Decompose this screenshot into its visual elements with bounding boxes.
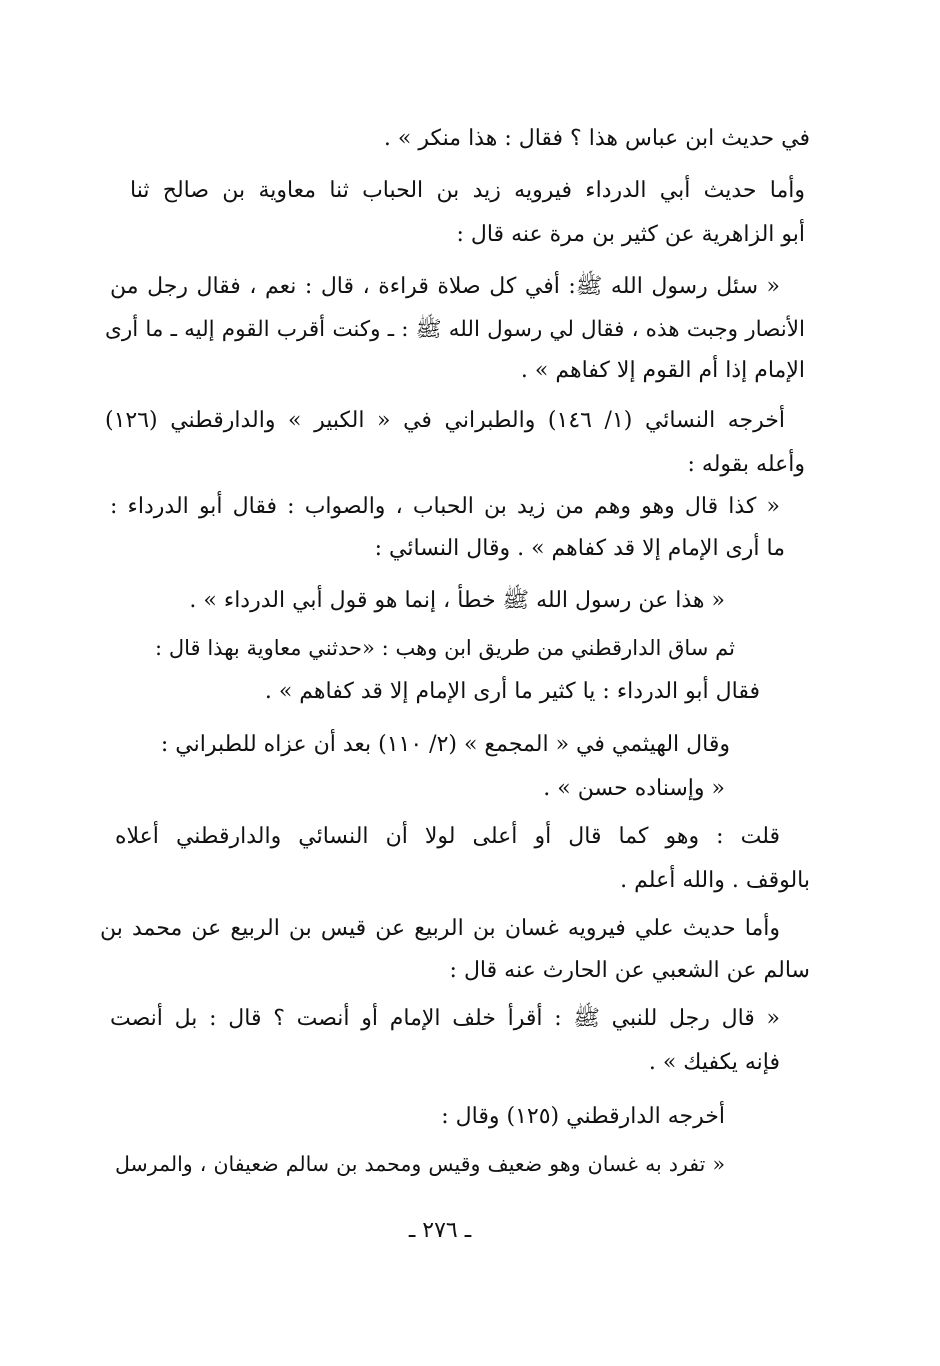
text-line: أخرجه الدارقطني (١٢٥) وقال : <box>441 1104 725 1129</box>
text-line: فقال أبو الدرداء : يا كثير ما أرى الإمام إلا قد كفاهم » . <box>264 679 760 704</box>
text-line: « تفرد به غسان وهو ضعيف وقيس ومحمد بن سالم ضعيفان ، والمرسل <box>115 1152 725 1176</box>
text-line: وأما حديث علي فيرويه غسان بن الربيع عن قيس بن الربيع عن محمد بن <box>100 916 780 941</box>
text-line: أخرجه النسائي (١/ ١٤٦) والطبراني في « الكبير » والدارقطني (١٢٦) <box>105 408 786 433</box>
text-line: وأعله بقوله : <box>687 452 805 477</box>
text-line: « وإسناده حسن » . <box>543 776 725 801</box>
text-line: سالم عن الشعبي عن الحارث عنه قال : <box>449 958 810 983</box>
text-line: ثم ساق الدارقطني من طريق ابن وهب : «حدثني معاوية بهذا قال : <box>155 636 735 660</box>
text-line: في حديث ابن عباس هذا ؟ فقال : هذا منكر » . <box>383 126 810 151</box>
text-line: أبو الزاهرية عن كثير بن مرة عنه قال : <box>456 222 805 247</box>
text-line: وقال الهيثمي في « المجمع » (٢/ ١١٠) بعد أن عزاه للطبراني : <box>160 732 730 757</box>
text-line: بالوقف . والله أعلم . <box>620 868 810 893</box>
text-line: الأنصار وجبت هذه ، فقال لي رسول الله ﷺ : ـ وكنت أقرب القوم إليه ـ ما أرى <box>105 317 805 342</box>
text-line: الإمام إذا أم القوم إلا كفاهم » . <box>520 358 805 383</box>
text-line: « هذا عن رسول الله ﷺ خطأ ، إنما هو قول أبي الدرداء » . <box>189 588 725 613</box>
text-line: ما أرى الإمام إلا قد كفاهم » . وقال النسائي : <box>374 536 785 561</box>
text-line: « كذا قال وهو وهم من زيد بن الحباب ، والصواب : فقال أبو الدرداء : <box>110 494 780 519</box>
text-line: قلت : وهو كما قال أو أعلى لولا أن النسائي والدارقطني أعلاه <box>115 824 780 849</box>
text-line: « سئل رسول الله ﷺ: أفي كل صلاة قراءة ، قال : نعم ، فقال رجل من <box>110 274 780 299</box>
page-number: ـ ٢٧٦ ـ <box>408 1218 472 1243</box>
text-line: فإنه يكفيك » . <box>648 1050 780 1075</box>
text-line: وأما حديث أبي الدرداء فيرويه زيد بن الحباب ثنا معاوية بن صالح ثنا <box>130 178 805 203</box>
text-line: « قال رجل للنبي ﷺ : أقرأ خلف الإمام أو أنصت ؟ قال : بل أنصت <box>110 1006 780 1031</box>
